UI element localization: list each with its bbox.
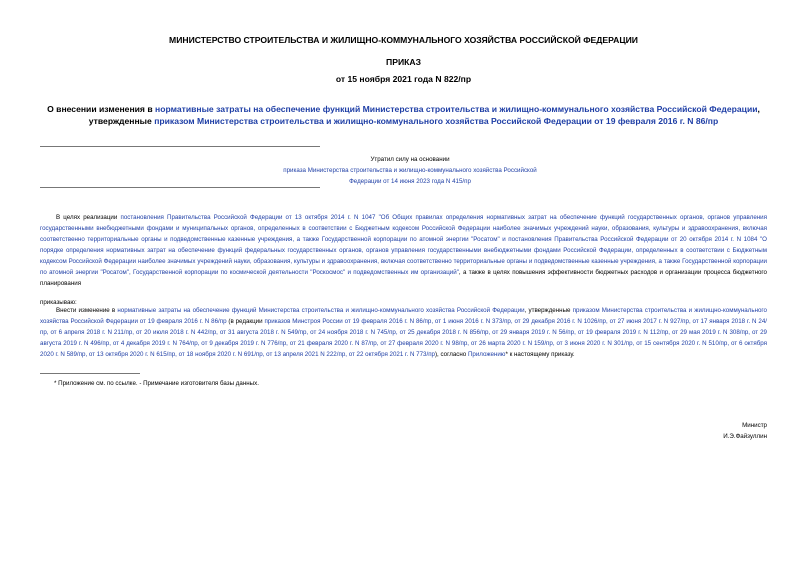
preamble-text-a: В целях реализации bbox=[56, 214, 121, 221]
title-link-order-86[interactable]: приказом Министерства строительства и жилищно-коммунального хозяйства Российской Федерации от 19 февраля 2016 г. N 86/пр bbox=[154, 116, 719, 126]
signature-block bbox=[567, 420, 767, 442]
footnote-divider bbox=[40, 373, 140, 374]
divider-top bbox=[40, 146, 320, 147]
divider-bottom bbox=[40, 187, 320, 188]
amendment-link-revisions[interactable]: приказов Минстроя России от 19 февраля 2016 г. N 86/пр, от 1 июня 2016 г. N 373/пр, от 29 декабря 2016 г. N 1026/пр, от 27 июня 2017 г. N 927/пр, от 17 января 2018 г. N 24/пр, от 6 апреля 2018 г. N 211/пр, от 20 июля 2018 г. N 442/пр, от 31 августа 2018 г. N 549/пр, от 24 ноября 2018 г. N 745/пр, от 25 декабря 2018 г. N 856/пр, от 29 января 2019 г. N 56/пр, от 19 февраля 2019 г. N 112/пр, от 29 мая 2019 г. N 308/пр, от 29 августа 2019 г. N 496/пр, от 4 декабря 2019 г. N 764/пр, от 9 декабря 2019 г. N 776/пр, от 21 февраля 2020 г. N 87/пр, от 27 февраля 2020 г. N 98/пр, от 26 марта 2020 г. N 159/пр, от 3 июня 2020 г. N 301/пр, от 15 сентября 2020 г. N 510/пр, от 6 октября 2020 г. N 589/пр, от 13 октября 2020 г. N 615/пр, от 18 ноября 2020 г. N 691/пр, от 13 апреля 2021 N 222/пр, от 22 октября 2021 г. N 773/пр bbox=[40, 318, 767, 358]
amendment-text-b: , утвержденные bbox=[524, 307, 573, 314]
amendment-text-a: Внести изменение в bbox=[56, 307, 118, 314]
amendment-text-d: ), согласно bbox=[435, 351, 468, 358]
amendment-link-order-86[interactable]: приказом Министерства строительства и жилищно-коммунального хозяйства Российской Федерации от 19 февраля 2016 г. N 86/пр bbox=[40, 307, 767, 325]
lost-force-notice bbox=[250, 154, 570, 187]
document-date-number: от 15 ноября 2021 года N 822/пр bbox=[335, 74, 472, 84]
lost-force-label: Утратил силу на основании bbox=[370, 156, 450, 163]
amendment-link-appendix[interactable]: Приложению bbox=[467, 351, 506, 358]
ministry-heading: МИНИСТЕРСТВО СТРОИТЕЛЬСТВА И ЖИЛИЩНО-КОММУНАЛЬНОГО ХОЗЯЙСТВА РОССИЙСКОЙ ФЕДЕРАЦИИ bbox=[169, 35, 638, 45]
lost-force-link[interactable]: приказа Министерства строительства и жилищно-коммунального хозяйства Российской Федерации от 14 июня 2023 года N 415/пр bbox=[283, 167, 537, 185]
document-title bbox=[40, 103, 767, 127]
amendment-text-c: (в редакции bbox=[226, 318, 265, 325]
amendment-link-norms[interactable]: нормативные затраты на обеспечение функций Министерства строительства и жилищно-коммунального хозяйства Российской Федерации bbox=[117, 307, 525, 314]
preamble-text-b: , а также в целях повышения эффективности бюджетных расходов и организации процесса бюджетного планирования bbox=[40, 269, 767, 287]
title-text-1: О внесении изменения в bbox=[47, 104, 156, 114]
signatory-name: И.Э.Файзуллин bbox=[723, 433, 767, 440]
order-word: приказываю: bbox=[40, 299, 77, 306]
preamble-paragraph bbox=[40, 212, 767, 289]
amendment-text-e: * к настоящему приказу. bbox=[505, 351, 575, 358]
preamble-link-1047[interactable]: постановления Правительства Российской Федерации от 13 октября 2014 г. N 1047 "Об Общих правилах определения нормативных затрат на обеспечение функций государственных органов, органов управления государственными внебюджетными фондами и муниципальных органов, определенных в соответствии с Бюджетным кодексом Российской Федерации наиболее значимых учреждений науки, образования, культуры и здравоохранения, включая соответственно территориальные органы и подведомственные казенные учреждения, а также Государственной корпорации по атомной энергии "Росатом" и bbox=[40, 214, 767, 243]
footnote: * Приложение см. по ссылке. - Примечание изготовителя базы данных. bbox=[54, 380, 259, 387]
signatory-position: Министр bbox=[742, 422, 767, 429]
amendment-paragraph bbox=[40, 305, 767, 360]
title-link-norms[interactable]: нормативные затраты на обеспечение функций Министерства строительства и жилищно-коммунального хозяйства Российской Федерации bbox=[155, 104, 758, 114]
title-text-2: , утвержденные bbox=[88, 104, 760, 126]
document-type-heading: ПРИКАЗ bbox=[386, 57, 421, 67]
preamble-link-1084[interactable]: постановления Правительства Российской Федерации от 20 октября 2014 г. N 1084 "О порядке определения нормативных затрат на обеспечение функций федеральных государственных органов, органов управления государственными внебюджетными фондами Российской Федерации, определенных в соответствии с Бюджетным кодексом Российской Федерации наиболее значимых учреждений науки, образования, культуры и здравоохранения, включая соответственно территориальные органы и подведомственные казенные учреждения, а также Государственной корпорации по атомной энергии "Росатом", Государственной корпорации по космической деятельности "Роскосмос" и подведомственных им организаций" bbox=[40, 236, 767, 276]
